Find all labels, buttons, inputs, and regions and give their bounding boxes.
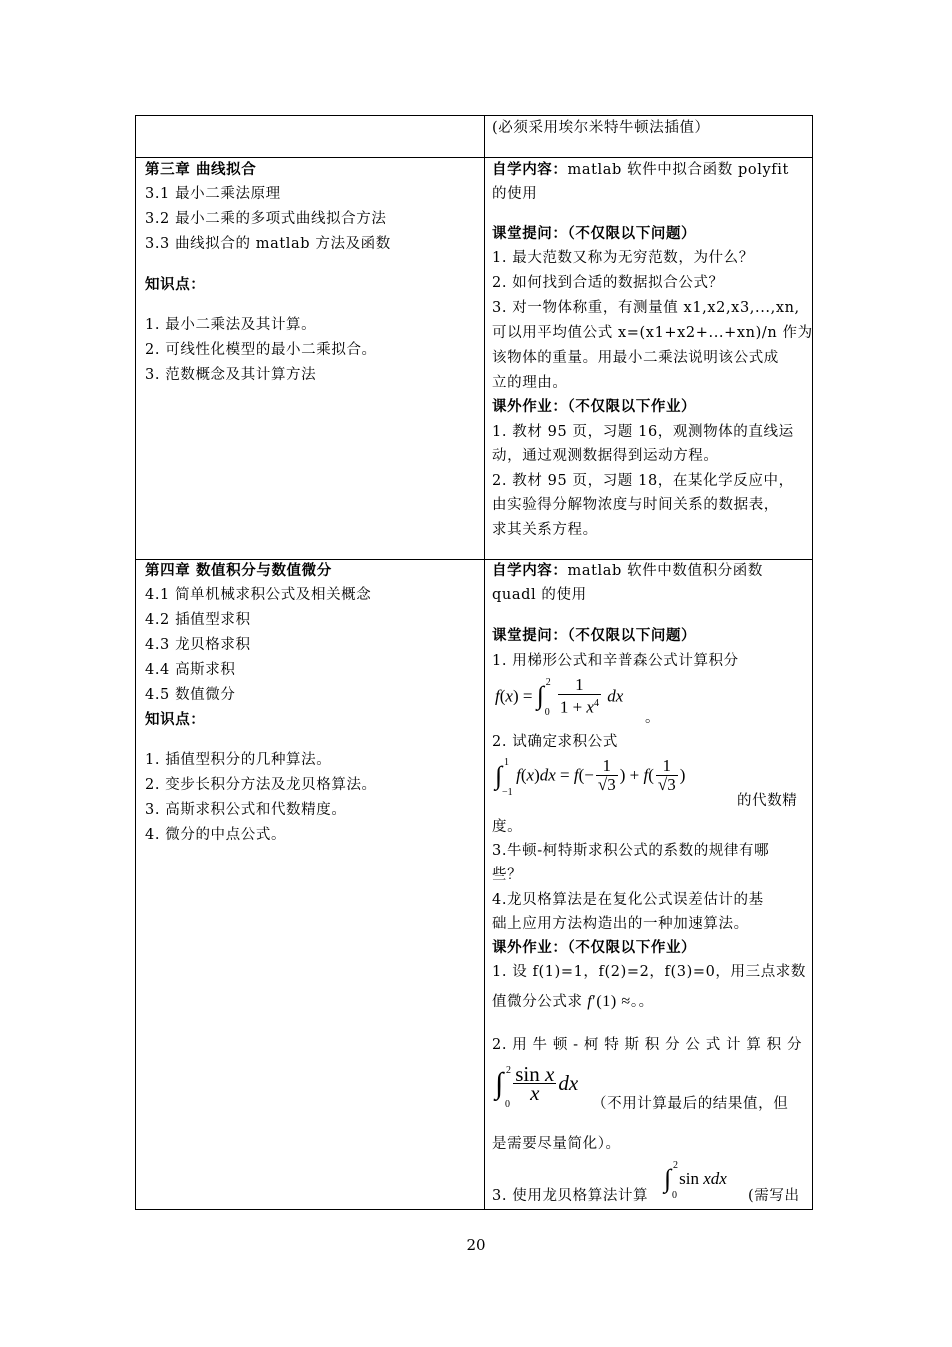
chapter4-homework-2-tail: （不用计算最后的结果值，但 bbox=[592, 1096, 789, 1112]
chapter4-section: 4.5 数值微分 bbox=[145, 687, 236, 703]
chapter4-homework-3: 3. 使用龙贝格算法计算 bbox=[492, 1188, 649, 1204]
self-study-text: matlab 软件中拟合函数 polyfit bbox=[567, 162, 789, 178]
chapter4-knowledge-item: 4. 微分的中点公式。 bbox=[145, 827, 287, 843]
chapter3-homework: 2. 教材 95 页，习题 18，在某化学反应中， bbox=[492, 473, 794, 489]
self-study-label: 自学内容： bbox=[492, 562, 568, 579]
derivative-expression: f′(1) ≈ bbox=[582, 993, 631, 1010]
chapter4-homework-3-tail: (需写出 bbox=[748, 1188, 800, 1204]
chapter4-knowledge-item: 2. 变步长积分方法及龙贝格算法。 bbox=[145, 777, 377, 793]
integral-formula-4: ∫ 2 0 sin xdx bbox=[664, 1160, 727, 1201]
formula-1-period: 。 bbox=[645, 710, 661, 726]
chapter3-homework-label: 课外作业：（不仅限以下作业） bbox=[492, 398, 697, 415]
chapter3-homework: 求其关系方程。 bbox=[492, 522, 598, 538]
chapter4-section: 4.2 插值型求积 bbox=[145, 612, 251, 628]
chapter3-knowledge-label: 知识点： bbox=[145, 276, 206, 293]
chapter4-homework-1: 1. 设 f(1)=1，f(2)=2，f(3)=0，用三点求数 bbox=[492, 964, 806, 980]
chapter3-homework: 1. 教材 95 页，习题 16，观测物体的直线运 bbox=[492, 424, 794, 440]
integral-formula-3: ∫ 2 0 $\frac{\text{sin x}}{x}$ dx bbox=[495, 1062, 579, 1110]
chapter4-section: 4.1 简单机械求积公式及相关概念 bbox=[145, 587, 372, 603]
self-study-text: matlab 软件中数值积分函数 bbox=[567, 563, 763, 579]
homework-1-text: 值微分公式求 bbox=[492, 994, 583, 1010]
chapter3-questions-label: 课堂提问：（不仅限以下问题） bbox=[492, 225, 697, 242]
chapter3-homework: 由实验得分解物浓度与时间关系的数据表， bbox=[492, 497, 779, 513]
chapter4-question-4: 4.龙贝格算法是在复化公式误差估计的基 bbox=[492, 892, 764, 908]
chapter3-question: 1. 最大范数又称为无穷范数，为什么？ bbox=[492, 250, 754, 266]
chapter3-homework: 动，通过观测数据得到运动方程。 bbox=[492, 448, 719, 464]
chapter3-question: 2. 如何找到合适的数据拟合公式？ bbox=[492, 275, 724, 291]
chapter4-question-4-cont: 础上应用方法构造出的一种加速算法。 bbox=[492, 916, 749, 932]
chapter3-self-study-cont: 的使用 bbox=[492, 186, 538, 202]
chapter4-homework-2-cont: 是需要尽量简化）。 bbox=[492, 1136, 621, 1152]
chapter4-homework-1-cont bbox=[492, 992, 654, 1012]
integral-formula-1: f(x) = ∫ 2 0 $\frac{1}{1 + x^4}$ dx bbox=[495, 675, 624, 719]
hermite-note: (必须采用埃尔米特牛顿法插值） bbox=[492, 120, 710, 136]
chapter4-question-3-cont: 些？ bbox=[492, 867, 523, 883]
chapter4-knowledge-item: 1. 插值型积分的几种算法。 bbox=[145, 752, 332, 768]
integral-formula-2: ∫ 1 −1 f(x)dx = f(− $\frac{1}{√3}$ ) + f( $\frac{1}{√3}$ ) bbox=[495, 756, 686, 798]
chapter3-title: 第三章 曲线拟合 bbox=[145, 161, 257, 178]
self-study-label: 自学内容： bbox=[492, 161, 568, 178]
table-cell-ch4-left bbox=[135, 559, 485, 1210]
chapter3-question: 立的理由。 bbox=[492, 375, 568, 391]
chapter3-question: 3. 对一物体称重，有测量值 x1,x2,x3,...,xn, bbox=[492, 300, 800, 316]
chapter4-section: 4.3 龙贝格求积 bbox=[145, 637, 251, 653]
chapter3-knowledge-item: 2. 可线性化模型的最小二乘拟合。 bbox=[145, 342, 377, 358]
chapter3-question: 可以用平均值公式 x=(x1+x2+...+xn)/n 作为 bbox=[492, 325, 813, 341]
chapter4-questions-label: 课堂提问：（不仅限以下问题） bbox=[492, 627, 697, 644]
homework-1-end: 。。 bbox=[630, 994, 654, 1010]
chapter4-homework-label: 课外作业：（不仅限以下作业） bbox=[492, 939, 697, 956]
chapter4-question-2: 2. 试确定求积公式 bbox=[492, 734, 618, 750]
chapter4-question-2-end: 度。 bbox=[492, 819, 523, 835]
chapter4-section: 4.4 高斯求积 bbox=[145, 662, 236, 678]
chapter3-section: 3.1 最小二乘法原理 bbox=[145, 186, 281, 202]
chapter3-section: 3.2 最小二乘的多项式曲线拟合方法 bbox=[145, 211, 387, 227]
table-cell-top-left bbox=[135, 115, 485, 158]
chapter4-question-2-tail: 的代数精 bbox=[737, 793, 798, 809]
chapter4-knowledge-item: 3. 高斯求积公式和代数精度。 bbox=[145, 802, 347, 818]
chapter3-section: 3.3 曲线拟合的 matlab 方法及函数 bbox=[145, 236, 391, 252]
chapter4-question-1: 1. 用梯形公式和辛普森公式计算积分 bbox=[492, 653, 739, 669]
chapter3-self-study bbox=[492, 160, 789, 180]
chapter4-self-study-cont: quadl 的使用 bbox=[492, 587, 587, 603]
chapter4-knowledge-label: 知识点： bbox=[145, 711, 206, 728]
chapter4-question-3: 3.牛顿-柯特斯求积公式的系数的规律有哪 bbox=[492, 843, 770, 859]
chapter3-knowledge-item: 1. 最小二乘法及其计算。 bbox=[145, 317, 317, 333]
chapter4-title: 第四章 数值积分与数值微分 bbox=[145, 562, 332, 579]
page-number: 20 bbox=[466, 1236, 486, 1254]
chapter4-homework-2: 2. 用 牛 顿 - 柯 特 斯 积 分 公 式 计 算 积 分 bbox=[492, 1037, 803, 1053]
chapter3-question: 该物体的重量。用最小二乘法说明该公式成 bbox=[492, 350, 779, 366]
chapter3-knowledge-item: 3. 范数概念及其计算方法 bbox=[145, 367, 317, 383]
chapter4-self-study bbox=[492, 561, 763, 581]
